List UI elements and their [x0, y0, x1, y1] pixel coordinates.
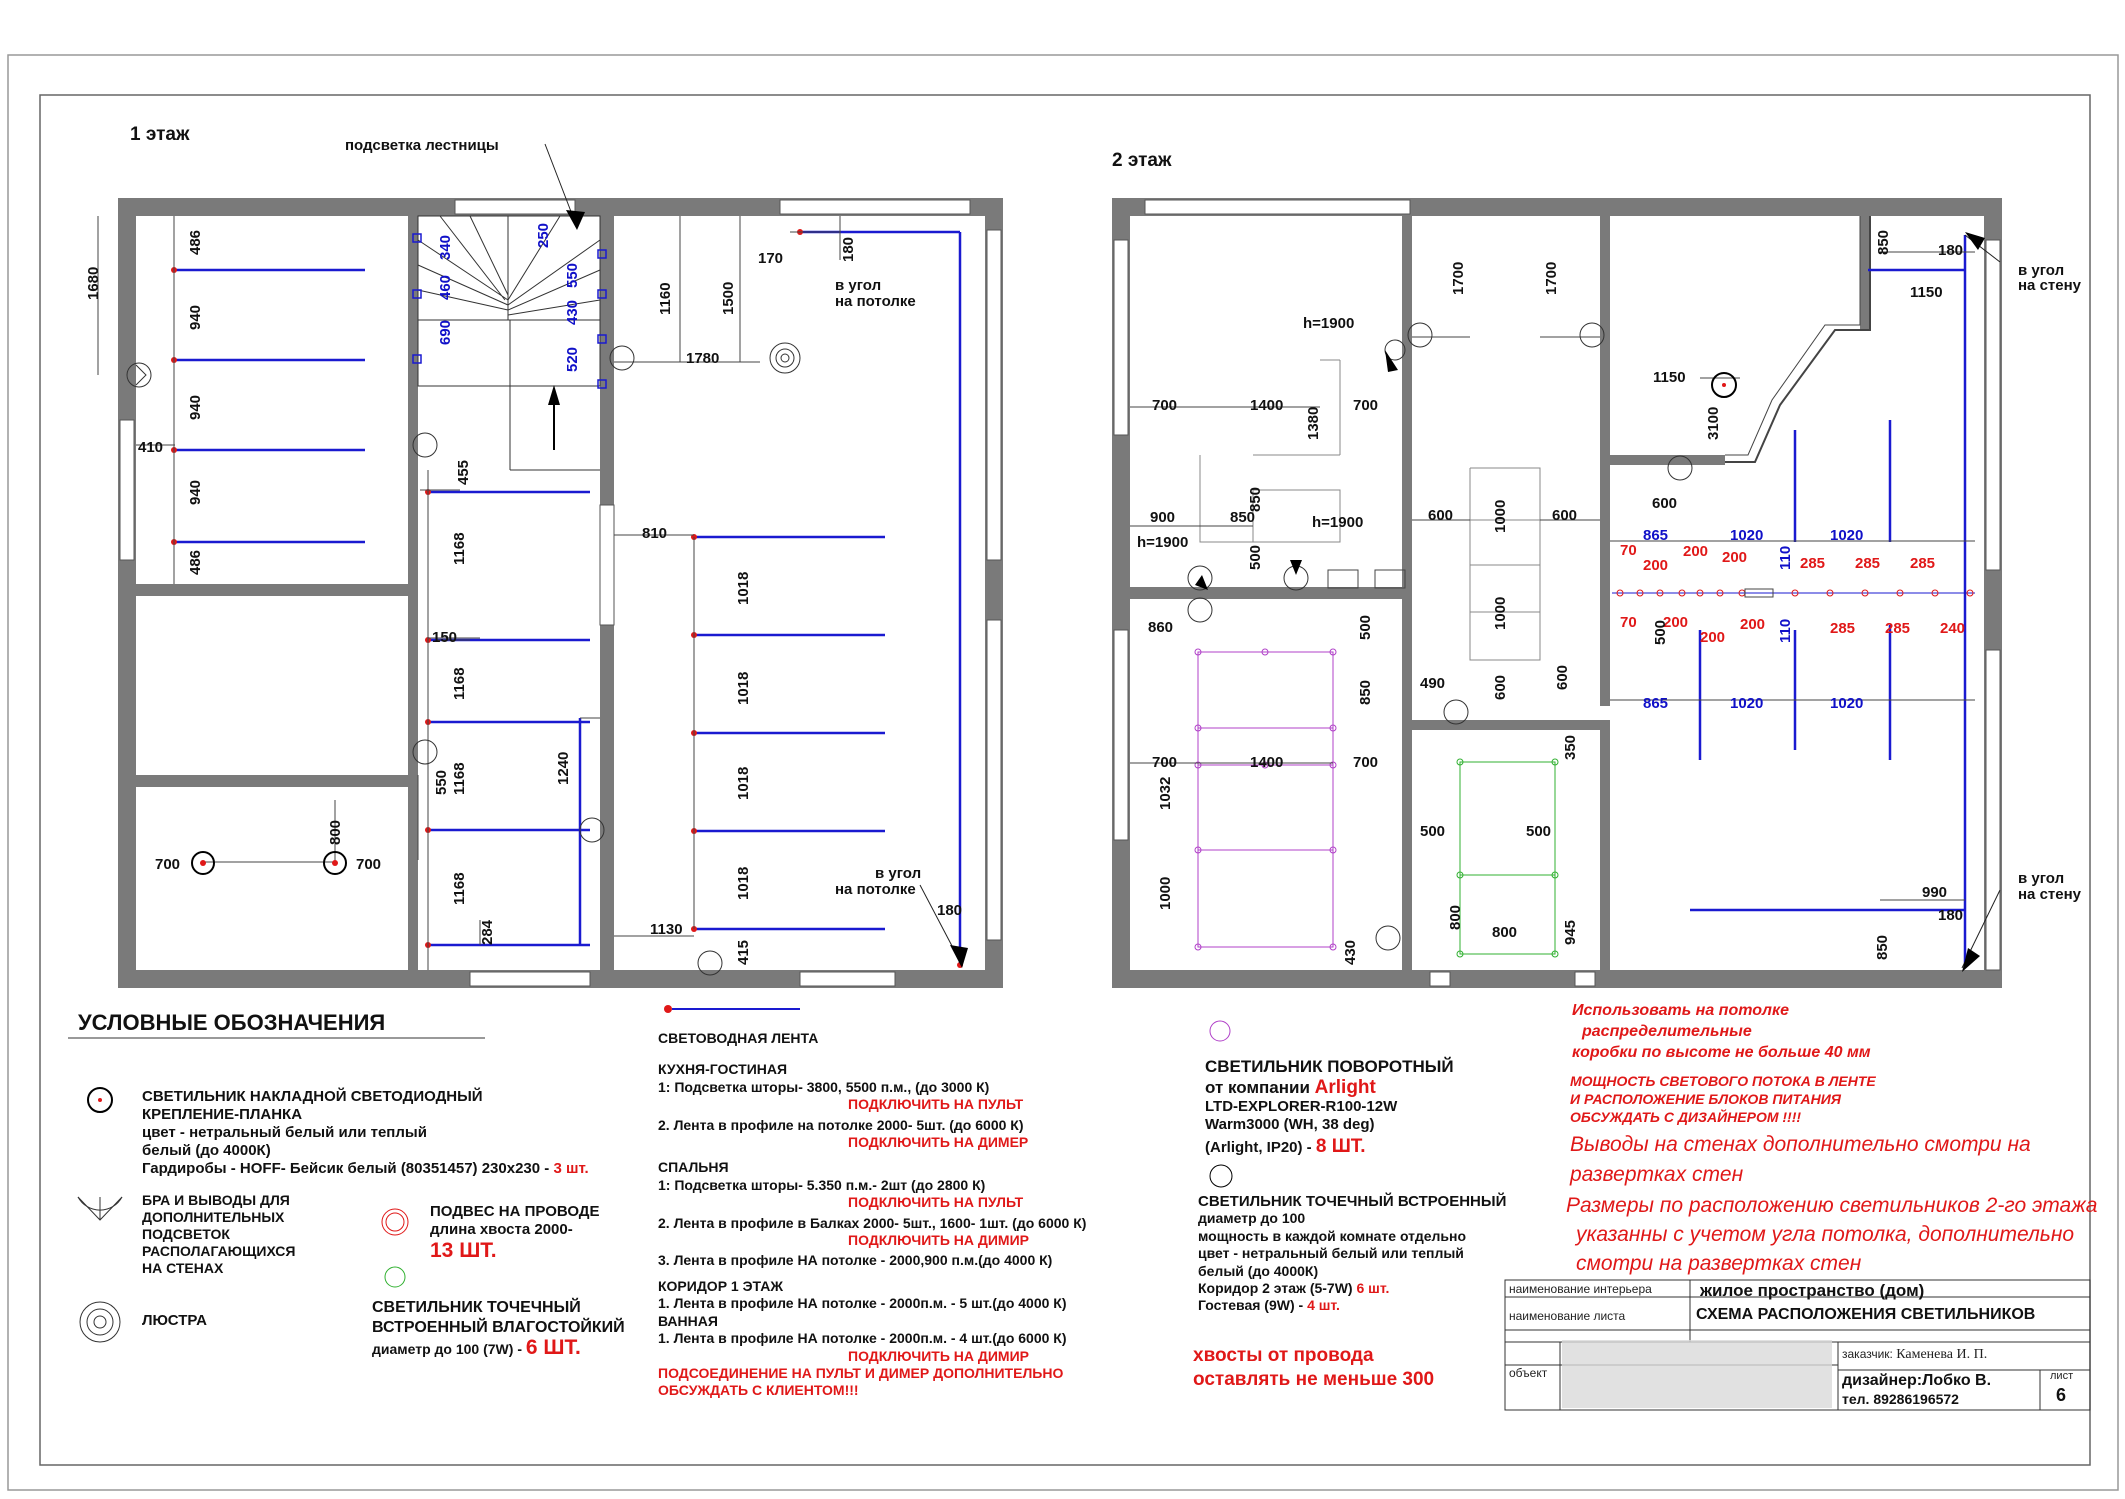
tb-interior-value: жилое пространство (дом) [1700, 1281, 1925, 1300]
svg-text:1780: 1780 [686, 350, 720, 367]
svg-text:110: 110 [1777, 618, 1794, 643]
tb-phone: тел. 89286196572 [1842, 1391, 1959, 1407]
svg-text:600: 600 [1554, 664, 1571, 690]
spot-line: СВЕТИЛЬНИК ТОЧЕЧНЫЙ ВСТРОЕННЫЙ [1198, 1193, 1507, 1210]
led-line: КУХНЯ-ГОСТИНАЯ [658, 1061, 788, 1078]
legend-title: УСЛОВНЫЕ ОБОЗНАЧЕНИЯ [78, 1010, 386, 1035]
svg-text:1000: 1000 [1492, 499, 1509, 533]
legend-item-waterproof-spot [372, 1298, 625, 1359]
svg-text:486: 486 [187, 229, 204, 255]
note-line: указанны с учетом угла потолка, дополнительно [1576, 1223, 2075, 1246]
svg-text:520: 520 [564, 346, 581, 372]
svg-text:180: 180 [1938, 907, 1964, 924]
svg-text:900: 900 [1150, 509, 1176, 526]
led-line: ПОДКЛЮЧИТЬ НА ДИМИР [848, 1347, 1029, 1364]
svg-text:600: 600 [1552, 507, 1578, 524]
note-line: коробки по высоте не больше 40 мм [1572, 1044, 1871, 1061]
svg-text:486: 486 [187, 549, 204, 575]
svg-text:1168: 1168 [451, 872, 468, 905]
svg-text:150: 150 [432, 629, 458, 646]
legend-item-chandelier: ЛЮСТРА [142, 1312, 207, 1329]
svg-text:430: 430 [564, 299, 581, 325]
legend-qty: 6 ШТ. [525, 1336, 581, 1359]
legend-item-wall [142, 1192, 295, 1277]
spot-qty: 6 шт. [1356, 1280, 1390, 1297]
rotary-line: LTD-EXPLORER-R100-12W [1205, 1098, 1398, 1115]
svg-text:700: 700 [1353, 754, 1379, 771]
tb-sheet-no-label: лист [2050, 1370, 2074, 1382]
led-line: КОРИДОР 1 ЭТАЖ [658, 1277, 783, 1294]
led-strip-list [658, 1030, 1086, 1400]
led-line: ПОДКЛЮЧИТЬ НА ДИМИР [848, 1232, 1029, 1249]
legend-text: ПОДВЕС НА ПРОВОДЕ [430, 1203, 600, 1220]
svg-text:700: 700 [155, 856, 181, 873]
rotary-line: Warm3000 (WH, 38 deg) [1205, 1116, 1375, 1133]
led-line: 2. Лента в профиле в Балках 2000- 5шт., 1600- 1шт. (до 6000 К) [658, 1214, 1087, 1231]
svg-text:810: 810 [642, 525, 668, 542]
svg-text:800: 800 [1492, 924, 1518, 941]
svg-text:500: 500 [1420, 823, 1446, 840]
svg-text:500: 500 [1526, 823, 1552, 840]
svg-text:200: 200 [1700, 629, 1726, 646]
svg-text:1130: 1130 [650, 921, 683, 938]
svg-text:600: 600 [1492, 674, 1509, 700]
svg-text:1018: 1018 [735, 866, 752, 900]
svg-text:850: 850 [1874, 934, 1891, 960]
svg-text:415: 415 [735, 939, 752, 965]
svg-text:285: 285 [1910, 555, 1936, 572]
note-line: Использовать на потолке [1572, 1002, 1789, 1019]
legend-text: РАСПОЛАГАЮЩИХСЯ [142, 1243, 296, 1259]
tb-sheet-no: 6 [2056, 1385, 2067, 1405]
floor1-title: 1 этаж [130, 124, 190, 145]
svg-text:940: 940 [187, 394, 204, 420]
tb-designer-value: Лобко В. [1922, 1372, 1992, 1389]
svg-text:h=1900: h=1900 [1137, 534, 1189, 551]
spot-line: Гостевая (9W) - [1198, 1297, 1308, 1314]
floor1-dimensions [85, 137, 962, 965]
svg-text:на потолке: на потолке [835, 293, 916, 310]
svg-text:1168: 1168 [451, 532, 468, 565]
svg-text:1018: 1018 [735, 571, 752, 605]
legend-text: Гардиробы - HOFF- Бейсик белый (80351457) 230x230 - [142, 1160, 554, 1177]
led-line: ОБСУЖДАТЬ С КЛИЕНТОМ!!! [658, 1382, 859, 1399]
svg-text:500: 500 [1357, 614, 1374, 640]
spot-qty: 4 шт. [1307, 1297, 1340, 1314]
note-line: развертках стен [1570, 1163, 1744, 1186]
led-line: 1. Лента в профиле НА потолке - 2000п.м. - 4 шт.(до 6000 К) [658, 1330, 1067, 1347]
svg-text:700: 700 [1353, 397, 1379, 414]
svg-text:70: 70 [1620, 614, 1637, 631]
svg-text:1700: 1700 [1450, 261, 1467, 295]
note-line: Размеры по расположению светильников 2-го этажа [1566, 1194, 2098, 1217]
led-line: ПОДСОЕДИНЕНИЕ НА ПУЛЬТ И ДИМЕР ДОПОЛНИТЕЛЬНО [658, 1364, 1064, 1381]
svg-text:285: 285 [1885, 620, 1911, 637]
svg-text:284: 284 [479, 919, 496, 945]
legend-rotary [1205, 1056, 1454, 1157]
svg-text:h=1900: h=1900 [1312, 514, 1364, 531]
svg-text:600: 600 [1652, 495, 1678, 512]
note-power [1570, 1072, 1876, 1126]
svg-text:340: 340 [437, 234, 454, 260]
led-line: СПАЛЬНЯ [658, 1159, 729, 1176]
legend-text: белый (до 4000К) [142, 1142, 271, 1159]
led-line: 3. Лента в профиле НА потолке - 2000,900 п.м.(до 4000 К) [658, 1252, 1053, 1269]
legend-text: ВСТРОЕННЫЙ ВЛАГОСТОЙКИЙ [372, 1319, 625, 1336]
led-line: ПОДКЛЮЧИТЬ НА ДИМЕР [848, 1134, 1029, 1151]
tails-line: оставлять не меньше 300 [1193, 1369, 1435, 1390]
svg-text:на стену: на стену [2018, 277, 2082, 294]
svg-text:1700: 1700 [1543, 261, 1560, 295]
svg-text:865: 865 [1643, 695, 1669, 712]
svg-text:860: 860 [1148, 619, 1174, 636]
svg-text:550: 550 [564, 262, 581, 288]
legend-item-pendant [430, 1203, 599, 1263]
svg-text:1150: 1150 [1910, 284, 1943, 301]
note-line: И РАСПОЛОЖЕНИЕ БЛОКОВ ПИТАНИЯ [1570, 1091, 1841, 1107]
svg-text:690: 690 [437, 319, 454, 345]
svg-text:850: 850 [1357, 679, 1374, 705]
svg-text:945: 945 [1562, 919, 1579, 945]
legend-text: длина хвоста 2000- [430, 1221, 573, 1238]
svg-text:1020: 1020 [1730, 527, 1764, 544]
floor1-plan [98, 144, 1003, 988]
svg-text:800: 800 [1447, 904, 1464, 930]
svg-text:285: 285 [1830, 620, 1856, 637]
svg-text:1018: 1018 [735, 766, 752, 800]
svg-text:990: 990 [1922, 884, 1948, 901]
legend-spot [1198, 1193, 1506, 1315]
svg-text:865: 865 [1643, 527, 1669, 544]
svg-text:350: 350 [1562, 734, 1579, 760]
tb-client-value: Каменева И. П. [1896, 1347, 1988, 1362]
floor2-title: 2 этаж [1112, 150, 1172, 171]
spot-line: Коридор 2 этаж (5-7W) [1198, 1280, 1357, 1297]
note-line: распределительные [1582, 1023, 1752, 1040]
rotary-line: СВЕТИЛЬНИК ПОВОРОТНЫЙ [1205, 1057, 1454, 1076]
tb-interior-label: наименование интерьера [1509, 1282, 1652, 1296]
svg-text:1380: 1380 [1305, 406, 1322, 440]
tb-designer [1842, 1372, 1991, 1390]
legend-text: ПОДСВЕТОК [142, 1226, 230, 1242]
led-lines [658, 1061, 1086, 1399]
legend-item-surface-light [142, 1088, 589, 1178]
tb-client [1842, 1347, 1987, 1363]
svg-text:170: 170 [758, 250, 784, 267]
note-line: Выводы на стенах дополнительно смотри на [1570, 1133, 2031, 1156]
rotary-line: от компании [1205, 1078, 1315, 1097]
rotary-line: (Arlight, IP20) - [1205, 1139, 1316, 1156]
svg-text:1240: 1240 [555, 751, 572, 785]
svg-text:550: 550 [433, 769, 450, 795]
svg-text:1680: 1680 [85, 266, 102, 300]
svg-text:460: 460 [437, 274, 454, 300]
floor2-plan [1112, 198, 2002, 988]
svg-text:h=1900: h=1900 [1303, 315, 1355, 332]
svg-text:1168: 1168 [451, 667, 468, 700]
svg-text:700: 700 [356, 856, 382, 873]
svg-text:940: 940 [187, 479, 204, 505]
note-line: МОЩНОСТЬ СВЕТОВОГО ПОТОКА В ЛЕНТЕ [1570, 1073, 1876, 1089]
svg-text:455: 455 [455, 459, 472, 485]
led-line: 2. Лента в профиле на потолке 2000- 5шт. (до 6000 К) [658, 1116, 1024, 1133]
svg-text:200: 200 [1722, 549, 1748, 566]
svg-text:200: 200 [1663, 614, 1689, 631]
svg-text:на стену: на стену [2018, 886, 2082, 903]
svg-text:3100: 3100 [1705, 406, 1722, 440]
tails-line: хвосты от провода [1193, 1345, 1374, 1366]
tb-client-label: заказчик: [1842, 1347, 1893, 1361]
rotary-brand: Arlight [1314, 1077, 1376, 1098]
svg-text:1020: 1020 [1730, 695, 1764, 712]
legend-qty: 3 шт. [553, 1160, 589, 1177]
svg-text:1500: 1500 [720, 281, 737, 315]
led-line: 1: Подсветка шторы- 3800, 5500 п.м., (до 3000 К) [658, 1078, 990, 1095]
spot-line: диаметр до 100 [1198, 1210, 1306, 1227]
svg-text:700: 700 [1152, 397, 1178, 414]
led-title: СВЕТОВОДНАЯ ЛЕНТА [658, 1030, 819, 1046]
legend-text: БРА И ВЫВОДЫ ДЛЯ [142, 1192, 290, 1208]
rotary-qty: 8 ШТ. [1315, 1136, 1366, 1157]
svg-text:180: 180 [840, 236, 857, 262]
svg-text:1018: 1018 [735, 671, 752, 705]
svg-text:1000: 1000 [1157, 876, 1174, 910]
svg-text:1020: 1020 [1830, 695, 1864, 712]
tb-designer-label: дизайнер: [1842, 1372, 1923, 1389]
svg-text:850: 850 [1247, 486, 1264, 512]
led-line: 1: Подсветка шторы- 5.350 п.м.- 2шт (до 2800 К) [658, 1176, 986, 1193]
spot-line: белый (до 4000К) [1198, 1262, 1319, 1279]
svg-text:285: 285 [1855, 555, 1881, 572]
svg-text:1168: 1168 [451, 762, 468, 795]
svg-text:800: 800 [327, 819, 344, 845]
legend-text: диаметр до 100 (7W) - [372, 1341, 526, 1357]
tails-note [1193, 1344, 1434, 1392]
svg-text:в угол: в угол [835, 277, 882, 294]
svg-text:1160: 1160 [657, 282, 674, 315]
svg-text:430: 430 [1342, 939, 1359, 965]
legend-text: цвет - нетральный белый или теплый [142, 1124, 427, 1141]
svg-text:1400: 1400 [1250, 397, 1284, 414]
led-line: ПОДКЛЮЧИТЬ НА ПУЛЬТ [848, 1096, 1024, 1113]
svg-text:850: 850 [1230, 509, 1256, 526]
legend-text: СВЕТИЛЬНИК НАКЛАДНОЙ СВЕТОДИОДНЫЙ [142, 1088, 483, 1105]
svg-text:в угол: в угол [2018, 870, 2065, 887]
spot-line: цвет - нетральный белый или теплый [1198, 1245, 1464, 1262]
svg-text:200: 200 [1740, 616, 1766, 633]
svg-text:200: 200 [1683, 543, 1709, 560]
note-sizes [1566, 1191, 2097, 1278]
note-line: ОБСУЖДАТЬ С ДИЗАЙНЕРОМ !!!! [1570, 1109, 1802, 1125]
svg-text:в угол: в угол [2018, 262, 2065, 279]
svg-text:850: 850 [1875, 229, 1892, 255]
svg-text:500: 500 [1652, 619, 1669, 645]
svg-text:1020: 1020 [1830, 527, 1864, 544]
svg-text:1032: 1032 [1157, 776, 1174, 810]
svg-text:410: 410 [138, 439, 164, 456]
svg-text:180: 180 [937, 902, 963, 919]
spot-line: мощность в каждой комнате отдельно [1198, 1227, 1467, 1244]
svg-text:200: 200 [1643, 557, 1669, 574]
legend-text: СВЕТИЛЬНИК ТОЧЕЧНЫЙ [372, 1299, 581, 1316]
note-line: смотри на развертках стен [1576, 1252, 1862, 1275]
svg-text:240: 240 [1940, 620, 1966, 637]
tb-sheet-label: наименование листа [1509, 1309, 1626, 1323]
svg-text:1400: 1400 [1250, 754, 1284, 771]
led-line: ВАННАЯ [658, 1312, 718, 1329]
led-line: 1. Лента в профиле НА потолке - 2000п.м. - 5 шт.(до 4000 К) [658, 1295, 1067, 1312]
legend-text: НА СТЕНАХ [142, 1260, 224, 1276]
svg-text:285: 285 [1800, 555, 1826, 572]
tb-sheet-value: СХЕМА РАСПОЛОЖЕНИЯ СВЕТИЛЬНИКОВ [1696, 1306, 2036, 1323]
svg-text:940: 940 [187, 304, 204, 330]
legend-qty: 13 ШТ. [430, 1239, 497, 1262]
svg-text:180: 180 [1938, 242, 1964, 259]
legend-text: КРЕПЛЕНИЕ-ПЛАНКА [142, 1106, 303, 1123]
svg-text:700: 700 [1152, 754, 1178, 771]
svg-text:подсветка лестницы: подсветка лестницы [345, 137, 499, 154]
note-boxes [1572, 1000, 1871, 1063]
svg-text:600: 600 [1428, 507, 1454, 524]
led-line: ПОДКЛЮЧИТЬ НА ПУЛЬТ [848, 1194, 1024, 1211]
svg-text:1000: 1000 [1492, 596, 1509, 630]
svg-text:500: 500 [1247, 544, 1264, 570]
tb-object-label: объект [1509, 1366, 1548, 1380]
svg-text:250: 250 [535, 222, 552, 248]
svg-text:1150: 1150 [1653, 369, 1686, 386]
legend-text: ДОПОЛНИТЕЛЬНЫХ [142, 1209, 285, 1225]
svg-text:70: 70 [1620, 542, 1637, 559]
svg-text:110: 110 [1777, 545, 1794, 570]
note-walls [1570, 1130, 2031, 1190]
svg-text:на потолке: на потолке [835, 881, 916, 898]
svg-text:490: 490 [1420, 675, 1446, 692]
svg-text:в угол: в угол [875, 865, 922, 882]
